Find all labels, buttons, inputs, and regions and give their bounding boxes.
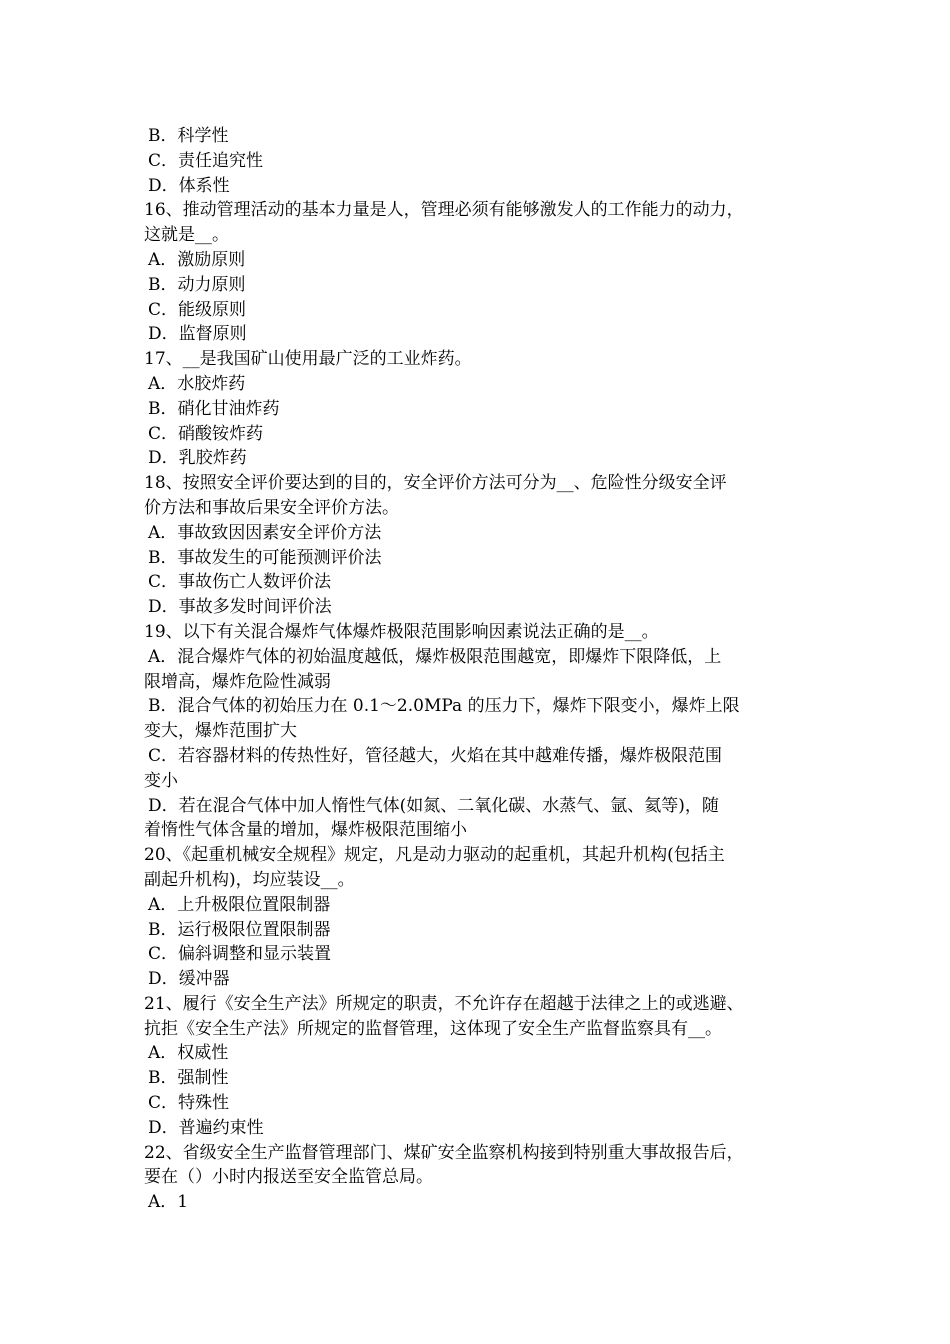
answer-option: C．若容器材料的传热性好，管径越大，火焰在其中越难传播，爆炸极限范围 (148, 745, 723, 766)
answer-option: D．若在混合气体中加人惰性气体(如氮、二氧化碳、水蒸气、氩、氦等)，随 (148, 795, 719, 816)
answer-option: D．监督原则 (148, 324, 247, 345)
question-text: 要在（）小时内报送至安全监管总局。 (144, 1167, 433, 1188)
answer-option: C．偏斜调整和显示装置 (148, 944, 332, 965)
answer-option: A．混合爆炸气体的初始温度越低，爆炸极限范围越宽，即爆炸下限降低，上 (148, 646, 722, 667)
answer-option: A．权威性 (148, 1043, 229, 1064)
question-text: 着惰性气体含量的增加，爆炸极限范围缩小 (144, 820, 467, 841)
answer-option: D．体系性 (148, 175, 230, 196)
answer-option: B．混合气体的初始压力在 0.1～2.0MPa 的压力下，爆炸下限变小，爆炸上限 (148, 696, 740, 717)
answer-option: C．责任追究性 (148, 150, 264, 171)
answer-option: B．科学性 (148, 126, 229, 146)
question-text: 17、__是我国矿山使用最广泛的工业炸药。 (144, 349, 472, 370)
question-text: 21、履行《安全生产法》所规定的职责，不允许存在超越于法律之上的或逃避、 (144, 993, 744, 1014)
answer-option: D．缓冲器 (148, 969, 230, 990)
question-text: 副起升机构)，均应装设__。 (144, 869, 355, 890)
question-text: 16、推动管理活动的基本力量是人，管理必须有能够激发人的工作能力的动力， (144, 200, 744, 221)
question-text: 18、按照安全评价要达到的目的，安全评价方法可分为__、危险性分级安全评 (144, 473, 727, 494)
question-text: 19、以下有关混合爆炸气体爆炸极限范围影响因素说法正确的是__。 (144, 621, 659, 642)
question-text: 22、省级安全生产监督管理部门、煤矿安全监察机构接到特别重大事故报告后， (144, 1142, 744, 1163)
answer-option: A．水胶炸药 (148, 373, 246, 394)
answer-option: A．事故致因因素安全评价方法 (148, 522, 382, 543)
question-text: 限增高，爆炸危险性减弱 (144, 671, 331, 692)
answer-option: C．能级原则 (148, 299, 247, 320)
answer-option: B．动力原则 (148, 274, 246, 295)
question-text: 抗拒《安全生产法》所规定的监督管理，这体现了安全生产监督监察具有__。 (144, 1018, 722, 1039)
answer-option: B．事故发生的可能预测评价法 (148, 547, 382, 568)
answer-option: B．运行极限位置限制器 (148, 919, 331, 940)
document-body (144, 124, 824, 1215)
answer-option: B．强制性 (148, 1068, 229, 1089)
answer-option: C．硝酸铵炸药 (148, 423, 264, 444)
question-text: 价方法和事故后果安全评价方法。 (144, 497, 399, 518)
answer-option: D．乳胶炸药 (148, 448, 247, 469)
answer-option: D．普遍约束性 (148, 1117, 264, 1138)
answer-option: C．事故伤亡人数评价法 (148, 572, 332, 593)
answer-option: A．激励原则 (148, 249, 246, 270)
answer-option: C．特殊性 (148, 1093, 230, 1114)
question-text: 这就是__。 (144, 225, 229, 246)
question-text: 变大，爆炸范围扩大 (144, 721, 297, 742)
answer-option: D．事故多发时间评价法 (148, 597, 332, 618)
question-text: 变小 (144, 770, 178, 791)
answer-option: A．上升极限位置限制器 (148, 894, 331, 915)
question-text: 20、《起重机械安全规程》规定，凡是动力驱动的起重机，其起升机构(包括主 (144, 845, 725, 866)
answer-option: B．硝化甘油炸药 (148, 398, 280, 419)
answer-option: A．1 (148, 1192, 189, 1213)
